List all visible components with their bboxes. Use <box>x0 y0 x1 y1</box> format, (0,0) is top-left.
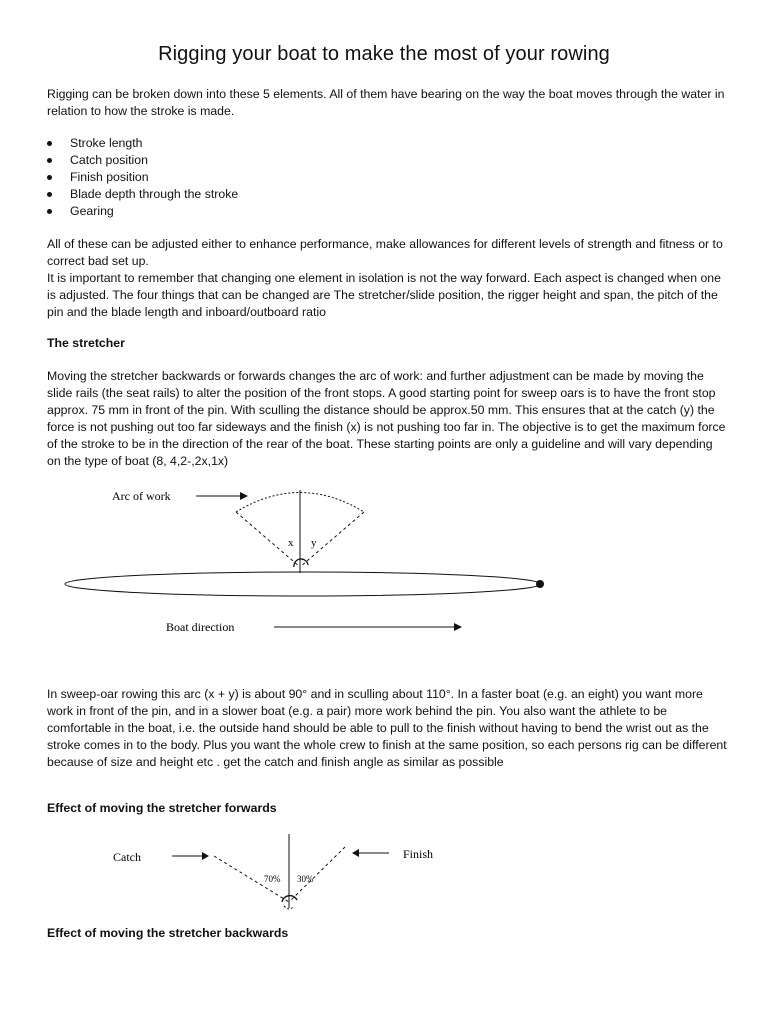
arc-arrow <box>196 492 248 500</box>
intro-paragraph: Rigging can be broken down into these 5 elements. All of them have bearing on the way the boat moves through the water in relation to how the stroke is made. <box>47 87 725 118</box>
arc-of-work-label: Arc of work <box>112 489 171 503</box>
y-label: y <box>311 537 317 549</box>
bullet-icon <box>47 209 52 214</box>
backwards-heading: Effect of moving the stretcher backwards <box>47 926 289 940</box>
forwards-heading: Effect of moving the stretcher forwards <box>47 801 277 815</box>
finish-label: Finish <box>403 847 434 861</box>
list-item: Finish position <box>47 169 238 186</box>
bullet-icon <box>47 175 52 180</box>
bullet-icon <box>47 141 52 146</box>
boat-direction-label: Boat direction <box>166 620 235 634</box>
bow-ball-icon <box>536 580 544 588</box>
important-paragraph: It is important to remember that changing one element in isolation is not the way forward. Each aspect is changed when one is adjusted. The four things that can be changed are The stretcher/slide position, the rigger height and span, the pitch of the pin and the blade length and inboard/outboard ratio <box>47 271 721 319</box>
rigging-elements-list <box>47 135 238 220</box>
page-title: Rigging your boat to make the most of your rowing <box>158 43 610 65</box>
stretcher-heading: The stretcher <box>47 336 125 350</box>
finish-arrow <box>352 849 389 857</box>
catch-label: Catch <box>113 850 141 864</box>
list-item: Catch position <box>47 152 238 169</box>
x-label: x <box>288 537 294 549</box>
boat-direction-arrow <box>274 623 462 631</box>
stretcher-forwards-diagram <box>0 826 768 916</box>
bullet-icon <box>47 158 52 163</box>
catch-line-y <box>300 512 364 567</box>
list-item: Gearing <box>47 203 238 220</box>
list-item: Blade depth through the stroke <box>47 186 238 203</box>
boat-hull-shape <box>65 572 541 596</box>
stretcher-paragraph: Moving the stretcher backwards or forwards changes the arc of work: and further adjustment can be made by moving the slide rails (the seat rails) to alter the position of the front stops. A good starting point for sweep oars is to have the front stop approx. 75 mm in front of the pin. With sculling the distance should be approx.50 mm. This ensures that at the catch (y) the force is not pushing out too far sideways and the finish (x) is not pushing too far in. The objective is to get the maximum force of the stroke to be in the direction of the rear of the boat. These starting points are only a guideline and will vary depending on the type of boat (8, 4,2-,2x,1x) <box>47 369 726 468</box>
arc-of-work-diagram <box>0 475 768 645</box>
adjust-paragraph: All of these can be adjusted either to enhance performance, make allowances for different levels of strength and fitness or to correct bad set up. <box>47 237 723 268</box>
arc-paragraph: In sweep-oar rowing this arc (x + y) is about 90° and in sculling about 110°. In a faster boat (e.g. an eight) you want more work in front of the pin, and in a slower boat (e.g. a pair) more work behind the pin. You also want the athlete to be comfortable in the boat, i.e. the outside hand should be able to pull to the finish without having to bend the wrist out as the stroke comes in to the body. Plus you want the whole crew to finish at the same position, so each persons rig can be different because of size and height etc . get the catch and finish angle as similar as possible <box>47 687 727 769</box>
catch-arrow <box>172 852 209 860</box>
list-item: Stroke length <box>47 135 238 152</box>
bullet-icon <box>47 192 52 197</box>
catch-percent-label: 70% <box>264 874 281 884</box>
finish-percent-label: 30% <box>297 874 314 884</box>
